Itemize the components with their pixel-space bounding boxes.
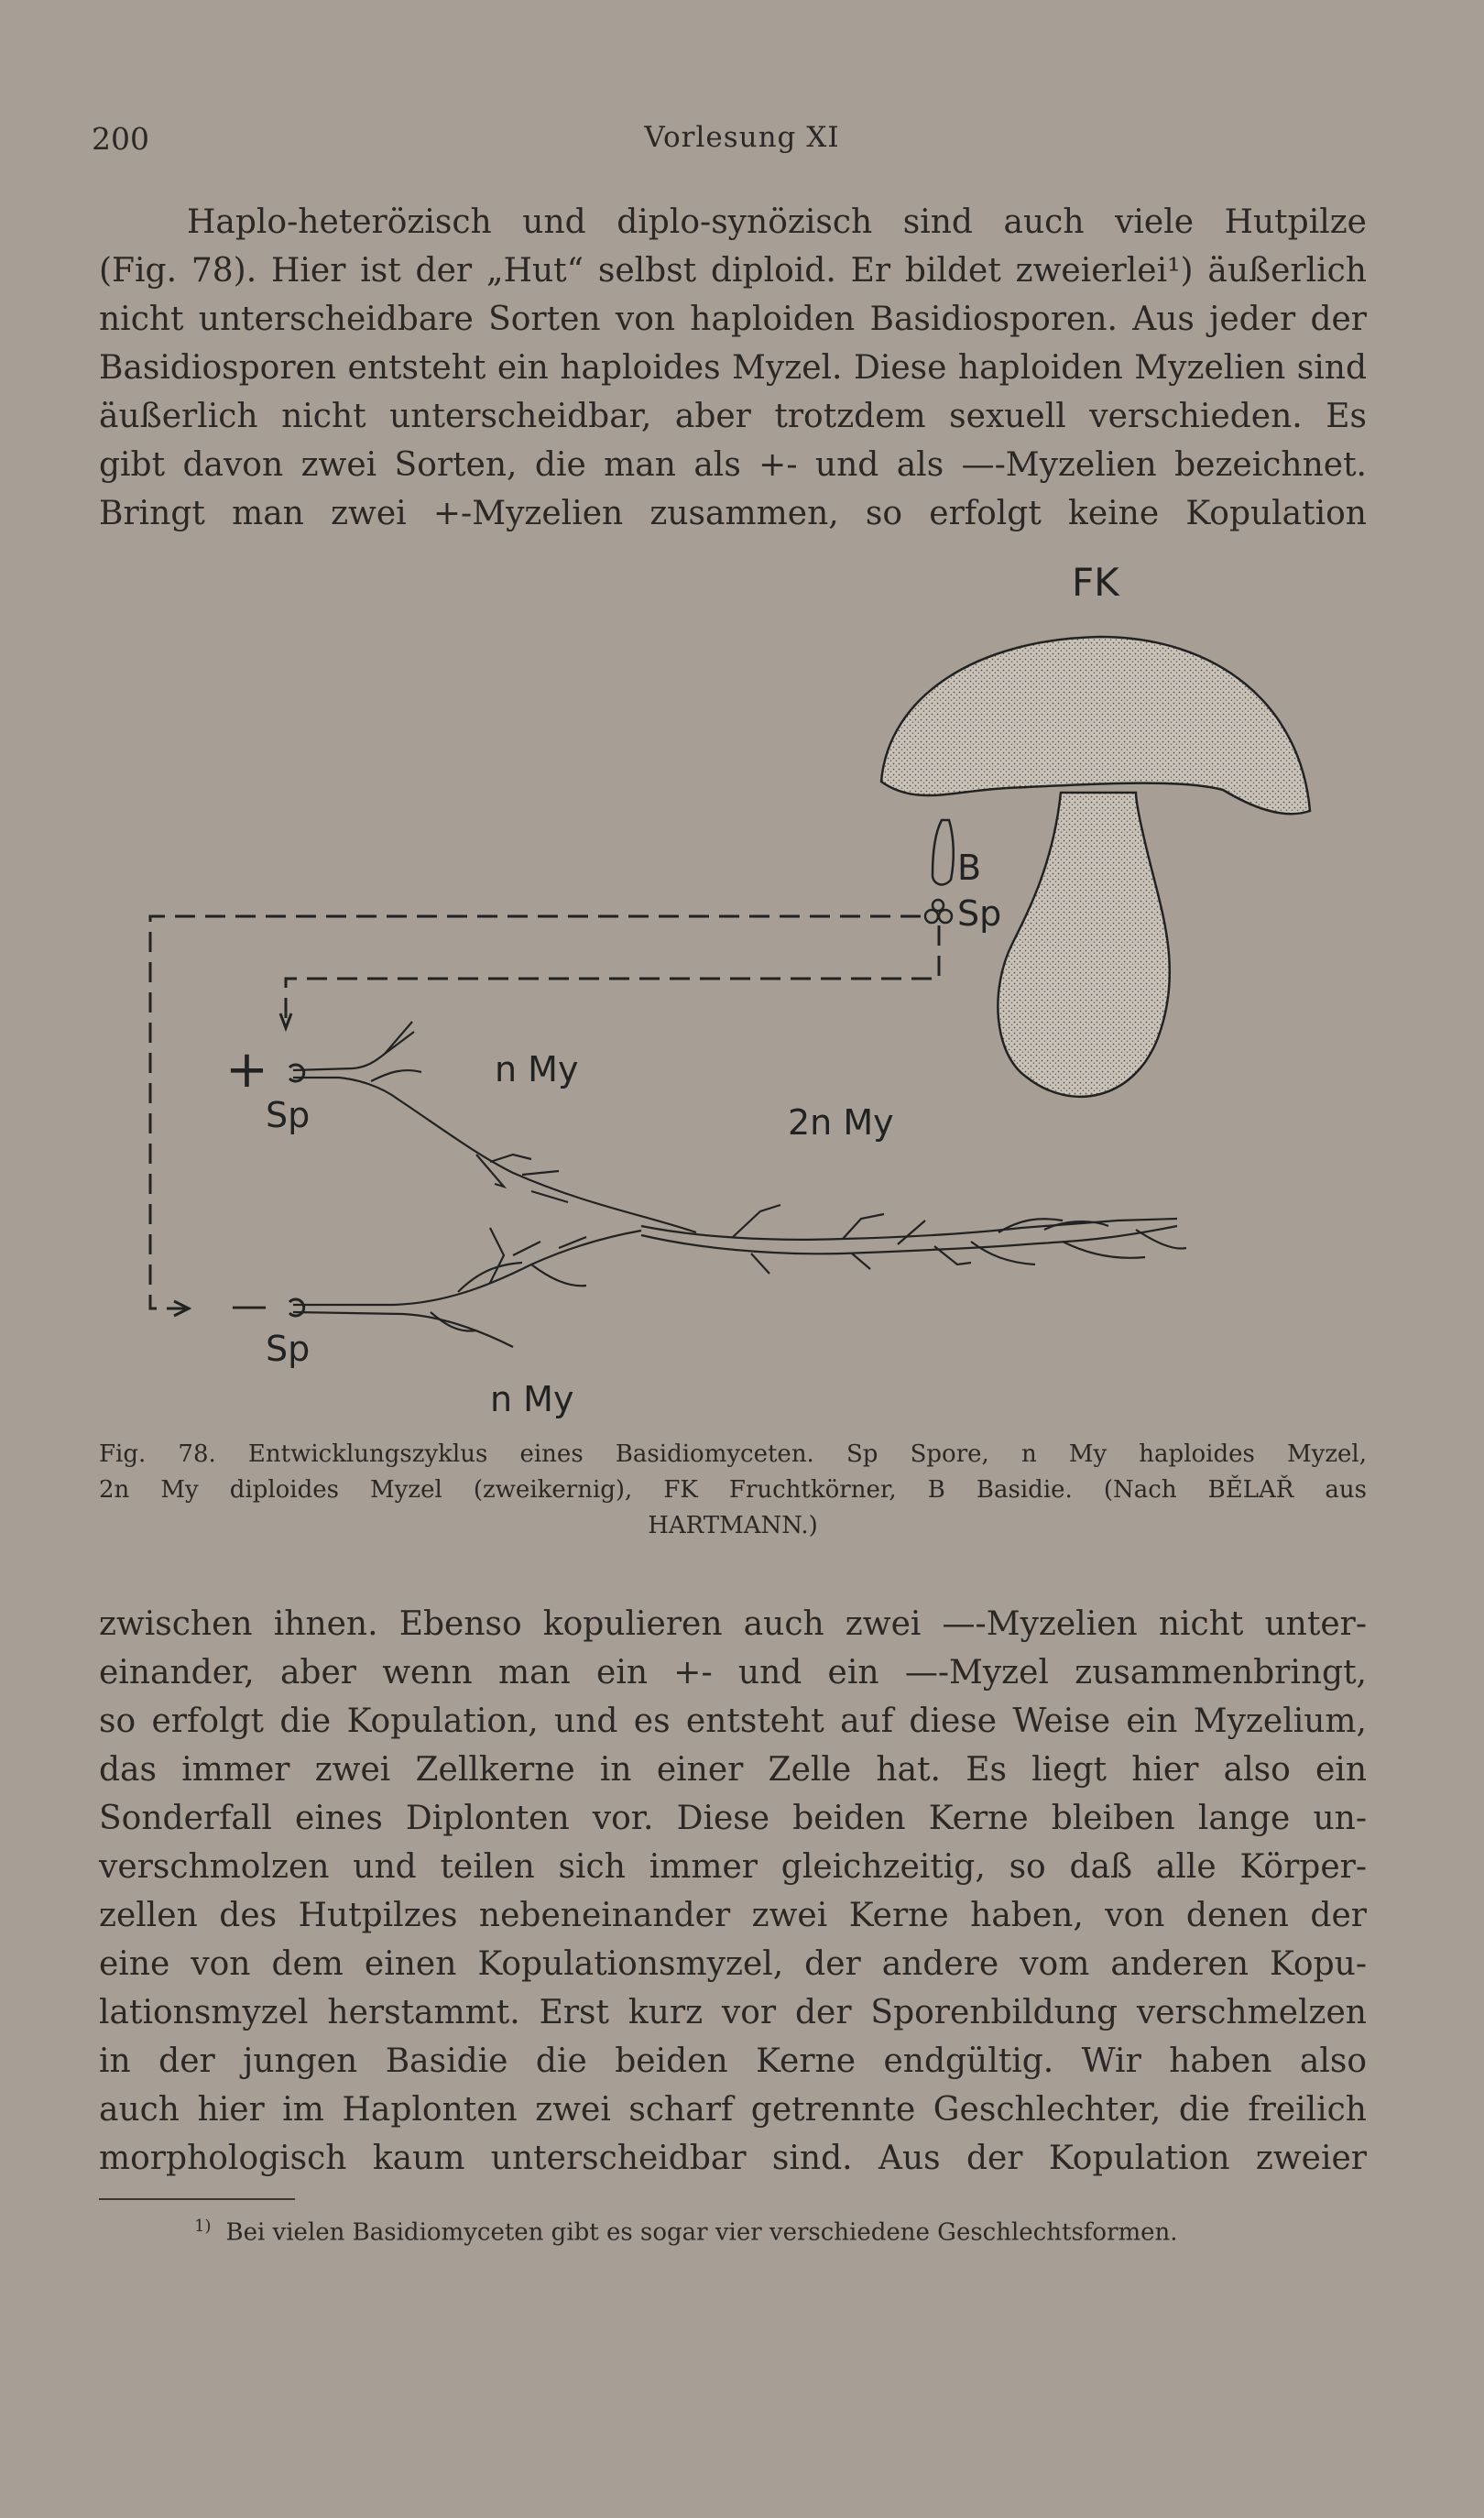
paragraph-top: [99, 198, 1367, 538]
text-line: eine von dem einen Kopulationsmyzel, der andere vom anderen Kopu-: [99, 1945, 1367, 1983]
spore: [925, 910, 938, 923]
paragraph-bottom: [99, 1600, 1367, 2183]
figure-78-life-cycle-diagram: [128, 559, 1337, 1439]
figure-caption: [99, 1437, 1367, 1544]
footnote: [194, 2210, 1178, 2250]
label-sp-minus: Sp: [266, 1329, 311, 1369]
text-line: äußerlich nicht unterscheidbar, aber trotzdem sexuell verschieden. Es: [99, 398, 1367, 435]
label-plus: +: [225, 1040, 268, 1100]
label-b: B: [957, 848, 982, 888]
spore-plus: [289, 1065, 304, 1081]
footnote-marker: 1): [194, 2217, 212, 2236]
spore-minus: [289, 1299, 304, 1316]
dashed-cycle-inner: [286, 925, 939, 1024]
text-line: Basidiosporen entsteht ein haploides Myzel. Diese haploiden Myzelien sind: [99, 349, 1367, 387]
label-sp-plus: Sp: [266, 1095, 311, 1135]
running-header: Vorlesung XI: [644, 121, 840, 154]
label-2n-my: 2n My: [788, 1102, 894, 1143]
text-line: lationsmyzel herstammt. Erst kurz vor der Sporenbildung verschmelzen: [99, 1994, 1367, 2031]
text-line: zwischen ihnen. Ebenso kopulieren auch zwei —-Myzelien nicht unter-: [99, 1605, 1367, 1643]
text-line: in der jungen Basidie die beiden Kerne endgültig. Wir haben also: [99, 2042, 1367, 2080]
text-line: zellen des Hutpilzes nebeneinander zwei Kerne haben, von denen der: [99, 1897, 1367, 1934]
caption-line: 2n My diploides Myzel (zweikernig), FK Fruchtkörner, B Basidie. (Nach BĚLAŘ aus: [99, 1476, 1367, 1504]
caption-line: HARTMANN.): [648, 1512, 818, 1539]
text-line: verschmolzen und teilen sich immer gleichzeitig, so daß alle Körper-: [99, 1848, 1367, 1886]
mushroom-stipe: [998, 793, 1169, 1097]
text-line: morphologisch kaum unterscheidbar sind. Aus der Kopulation zweier: [99, 2140, 1367, 2177]
label-fk: FK: [1072, 560, 1119, 605]
diagram-canvas: [128, 559, 1337, 1439]
spore: [933, 900, 944, 911]
footnote-rule: [99, 2198, 295, 2200]
text-line: auch hier im Haplonten zwei scharf getrennte Geschlechter, die freilich: [99, 2091, 1367, 2129]
text-line: Sonderfall eines Diplonten vor. Diese beiden Kerne bleiben lange un-: [99, 1800, 1367, 1837]
text-line: so erfolgt die Kopulation, und es entsteht auf diese Weise ein Myzelium,: [99, 1702, 1367, 1740]
mushroom-cap: [881, 637, 1310, 814]
text-line: das immer zwei Zellkerne in einer Zelle hat. Es liegt hier also ein: [99, 1751, 1367, 1789]
label-n-my-upper: n My: [495, 1049, 579, 1089]
text-line: (Fig. 78). Hier ist der „Hut“ selbst diploid. Er bildet zweierlei¹) äußerlich: [99, 252, 1367, 290]
basidium: [933, 820, 954, 884]
caption-line: Fig. 78. Entwicklungszyklus eines Basidiomyceten. Sp Spore, n My haploides Myzel,: [99, 1440, 1367, 1468]
footnote-text: Bei vielen Basidiomyceten gibt es sogar vier verschiedene Geschlechtsformen.: [225, 2218, 1178, 2247]
label-n-my-lower: n My: [490, 1379, 574, 1419]
text-line: einander, aber wenn man ein +- und ein —-Myzel zusammenbringt,: [99, 1654, 1367, 1691]
text-line: Haplo-heterözisch und diplo-synözisch sind auch viele Hutpilze: [187, 203, 1367, 241]
label-minus: —: [231, 1285, 267, 1327]
page-number: 200: [92, 121, 149, 157]
text-line: nicht unterscheidbare Sorten von haploiden Basidiosporen. Aus jeder der: [99, 301, 1367, 338]
spore: [939, 910, 952, 923]
label-sp-top: Sp: [957, 893, 1002, 934]
text-line: gibt davon zwei Sorten, die man als +- und als —-Myzelien bezeichnet.: [99, 446, 1367, 484]
text-line: Bringt man zwei +-Myzelien zusammen, so erfolgt keine Kopulation: [99, 495, 1367, 532]
